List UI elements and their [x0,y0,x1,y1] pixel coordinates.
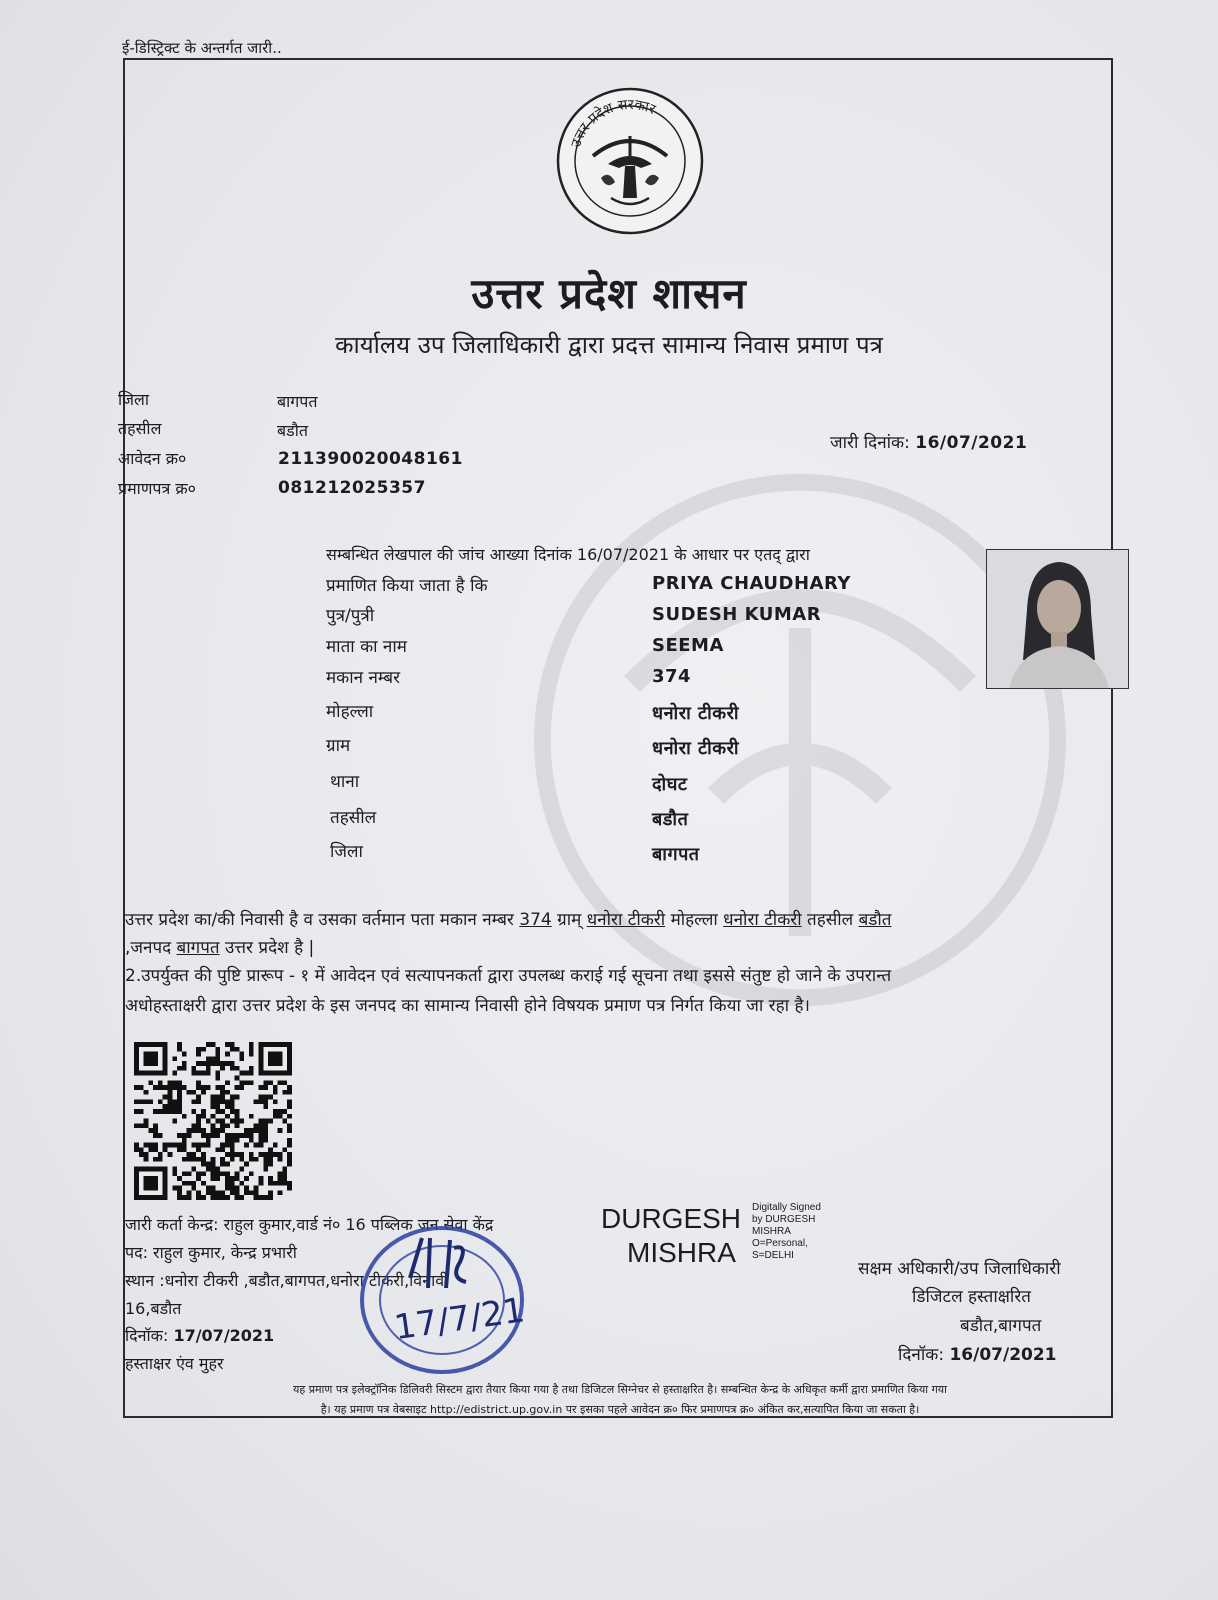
detail-label: मोहल्ला [326,702,374,722]
statement-line-4: अधोहस्ताक्षरी द्वारा उत्तर प्रदेश के इस जनपद का सामान्य निवासी होने विषयक प्रमाण पत्र निर्गत किया जा रहा है। [125,996,810,1016]
signature-detail: MISHRA [752,1226,791,1237]
statement-line-1 [125,907,891,930]
officer-date [898,1342,1057,1365]
statement-tehsil: बडौत [858,910,892,930]
house-number: 374 [652,666,692,687]
issue-date-value: 16/07/2021 [915,433,1028,453]
statement-text: तहसील [807,910,854,930]
detail-label: थाना [330,772,360,792]
document-title: उत्तर प्रदेश शासन [471,269,747,318]
issuer-date-value: 17/07/2021 [173,1326,275,1345]
district-detail-value: बागपत [652,844,700,865]
tehsil-detail-value: बडौत [652,809,689,830]
applicant-name: PRIYA CHAUDHARY [652,573,851,594]
detail-label: जिला [330,842,363,862]
issue-date [830,430,1027,453]
issue-date-label: जारी दिनांक: [830,433,910,453]
issuer-date [125,1324,274,1346]
detail-label: माता का नाम [326,637,407,657]
district-value: बागपत [277,392,318,411]
officer-place: बडौत,बागपत [960,1316,1042,1336]
mohalla-value: धनोरा टीकरी [652,703,740,724]
tehsil-label: तहसील [118,419,162,438]
detail-label: प्रमाणित किया जाता है कि [326,576,488,596]
emblem-text: उत्तर प्रदेश सरकार [568,96,658,150]
official-seal-stamp [350,1218,530,1378]
mother-name: SEEMA [652,635,724,656]
signature-and-seal-label: हस्ताक्षर एंव मुहर [125,1354,224,1373]
district-label: जिला [118,390,150,409]
signature-detail: by DURGESH [752,1214,816,1225]
issuer-post: पद: राहुल कुमार, केन्द्र प्रभारी [125,1243,297,1262]
signature-detail: O=Personal, [752,1238,808,1249]
issuer-date-label: दिनॉक: [125,1326,169,1345]
statement-line-3: 2.उपर्युक्त की पुष्टि प्रारूप - १ में आवेदन एवं सत्यापनकर्ता द्वारा उपलब्ध कराई गई सूचना तथा इससे संतुष्ट हो जाने के उपरान्त [125,966,892,986]
statement-house: 374 [519,910,552,930]
issuer-place-line-2: 16,बडौत [125,1299,182,1318]
competent-officer: सक्षम अधिकारी/उप जिलाधिकारी [858,1259,1061,1279]
certificate-number-value: 081212025357 [278,478,426,498]
issued-under-note: ई-डिस्ट्रिक्ट के अन्तर्गत जारी.. [122,39,282,57]
signer-name-line-1: DURGESH [601,1203,742,1234]
person-silhouette-icon [987,550,1129,689]
issuer-place: स्थान :धनोरा टीकरी ,बडौत,बागपत,धनोरा टीकरी,विनावी [125,1271,449,1290]
application-number-label: आवेदन क्र० [118,449,187,468]
village-value: धनोरा टीकरी [652,738,740,759]
signature-detail: Digitally Signed [752,1202,821,1213]
disclaimer-line-2: है। यह प्रमाण पत्र वेबसाइट http://edistrict.up.gov.in पर इसका पहले आवेदन क्र० फिर प्रमाणपत्र क्र० अंकित कर,सत्यापित किया जा सकता है। [320,1403,920,1416]
certificate-number-label: प्रमाणपत्र क्र० [118,479,196,498]
document-subtitle: कार्यालय उप जिलाधिकारी द्वारा प्रदत्त सामान्य निवास प्रमाण पत्र [335,331,883,359]
detail-label: तहसील [330,808,377,828]
officer-date-label: दिनॉक: [898,1345,945,1365]
uttar-pradesh-emblem-icon [553,86,708,236]
statement-district: बागपत [176,938,220,958]
digitally-signed-label: डिजिटल हस्ताक्षरित [912,1287,1031,1307]
tehsil-value: बडौत [277,421,308,440]
statement-text: उत्तर प्रदेश है | [224,938,315,958]
issuing-center: जारी कर्ता केन्द्र: राहुल कुमार,वार्ड नं० 16 पब्लिक जन सेवा केंद्र [125,1215,494,1234]
statement-mohalla: धनोरा टीकरी [723,910,802,930]
statement-text: ,जनपद [125,938,172,958]
detail-label: पुत्र/पुत्री [326,606,375,626]
statement-village: धनोरा टीकरी [586,910,666,930]
detail-label: मकान नम्बर [326,668,401,688]
applicant-photo [986,549,1129,689]
intro-text: सम्बन्धित लेखपाल की जांच आख्या दिनांक 16/07/2021 के आधार पर एतद् द्वारा [326,545,810,564]
statement-text: उत्तर प्रदेश का/की निवासी है व उसका वर्तमान पता मकान नम्बर [125,910,514,930]
signature-detail: S=DELHI [752,1250,794,1261]
police-station-value: दोघट [652,774,688,795]
qr-code-icon[interactable] [132,1042,294,1200]
statement-text: ग्राम् [557,910,582,930]
signature-details [752,1202,821,1262]
stamp-handwritten-date: 17/7/21 [391,1290,528,1349]
application-number-value: 211390020048161 [278,449,463,469]
statement-line-2 [125,935,314,958]
disclaimer-line-1: यह प्रमाण पत्र इलेक्ट्रॉनिक डिलिवरी सिस्टम द्वारा तैयार किया गया है तथा डिजिटल सिग्नेचर से हस्ताक्षरित है। सम्बन्धित केन्द्र के अधिकृत कर्मी द्वारा प्रमाणित किया गया [293,1383,947,1396]
statement-text: मोहल्ला [670,910,718,930]
signer-name-line-2: MISHRA [627,1237,736,1268]
father-name: SUDESH KUMAR [652,604,822,625]
detail-label: ग्राम [326,736,351,756]
officer-date-value: 16/07/2021 [949,1345,1057,1365]
